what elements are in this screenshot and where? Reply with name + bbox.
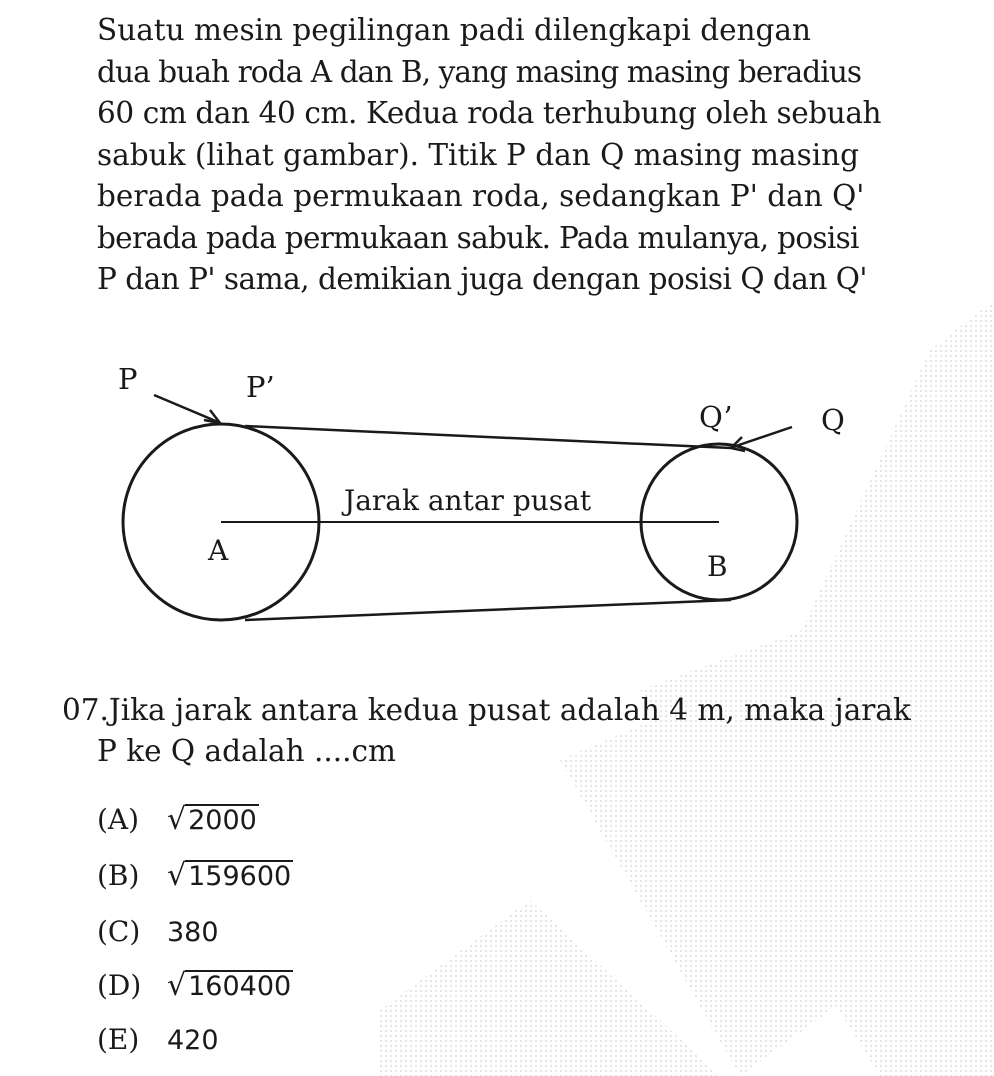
label-center-distance: Jarak antar pusat — [344, 484, 592, 517]
belt-pulley-diagram — [0, 350, 994, 640]
square-root: √159600 — [167, 858, 292, 893]
square-root: √160400 — [167, 968, 292, 1003]
label-b: B — [707, 550, 728, 583]
arrow-p — [154, 395, 220, 423]
label-q: Q — [821, 403, 845, 437]
option-value: 420 — [167, 1025, 219, 1056]
option-c[interactable] — [97, 912, 219, 952]
option-label: (A) — [97, 803, 140, 836]
intro-line: dua buah roda A dan B, yang masing masing beradius — [97, 54, 862, 89]
option-label: (E) — [97, 1023, 140, 1056]
question-07 — [62, 690, 962, 772]
option-value: 380 — [167, 917, 219, 948]
question-text: 07.Jika jarak antara kedua pusat adalah 4 m, maka jarak — [62, 693, 911, 727]
label-a: A — [208, 534, 229, 567]
option-d[interactable] — [97, 966, 293, 1006]
intro-line: P dan P' sama, demikian juga dengan posisi Q dan Q' — [97, 262, 868, 296]
intro-line: 60 cm dan 40 cm. Kedua roda terhubung oleh sebuah — [97, 96, 882, 130]
option-value: 160400 — [185, 970, 293, 1002]
option-label: (D) — [97, 969, 142, 1002]
label-p-prime: P’ — [246, 370, 275, 404]
option-e[interactable] — [97, 1020, 219, 1060]
square-root: √2000 — [167, 802, 257, 837]
option-b[interactable] — [97, 856, 293, 896]
intro-line: berada pada permukaan roda, sedangkan P' dan Q' — [97, 179, 865, 213]
belt-top — [245, 426, 731, 448]
intro-line: sabuk (lihat gambar). Titik P dan Q masing masing — [97, 137, 860, 172]
option-value: 2000 — [185, 804, 259, 836]
label-p: P — [118, 362, 138, 396]
option-value: 159600 — [185, 860, 293, 892]
option-a[interactable] — [97, 800, 259, 840]
intro-line: berada pada permukaan sabuk. Pada mulanya, posisi — [97, 220, 859, 255]
option-label: (B) — [97, 859, 140, 892]
intro-paragraph — [97, 10, 963, 301]
belt-bottom — [245, 600, 731, 620]
label-q-prime: Q’ — [699, 400, 733, 434]
option-label: (C) — [97, 915, 141, 948]
question-text: P ke Q adalah ....cm — [97, 734, 396, 768]
intro-line: Suatu mesin pegilingan padi dilengkapi dengan — [97, 13, 812, 47]
